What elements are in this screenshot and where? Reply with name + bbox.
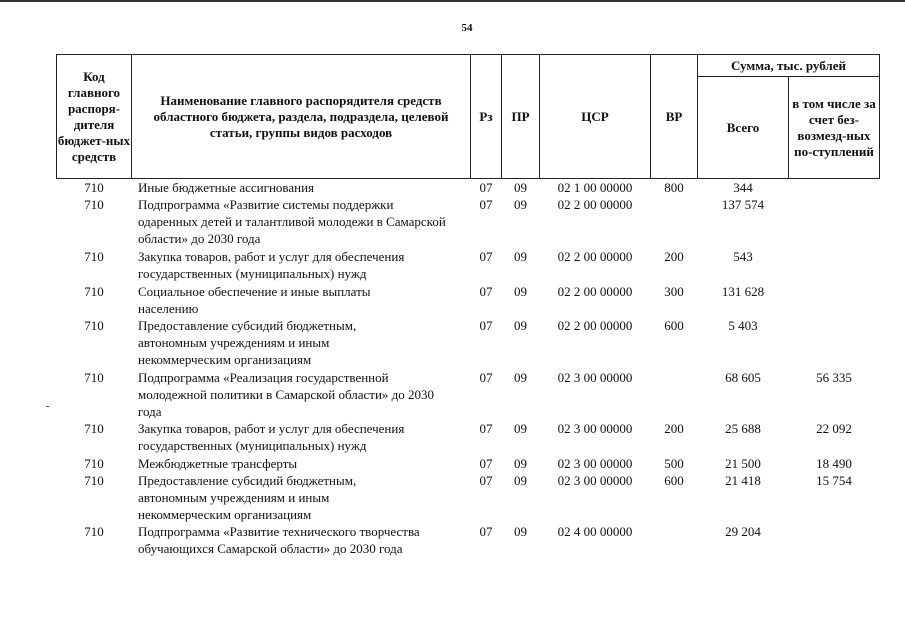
- page-top-border: [0, 0, 905, 2]
- header-total: [698, 77, 788, 178]
- cell-vr: 800: [664, 180, 684, 195]
- header-name: [134, 55, 468, 178]
- cell-code: 710: [84, 370, 104, 385]
- header-csr-text: ЦСР: [581, 108, 609, 124]
- cell-rz: 07: [479, 197, 493, 212]
- cell-pr: 09: [514, 370, 527, 385]
- cell-total: 137 574: [721, 197, 765, 212]
- cell-pr: 09: [514, 456, 527, 471]
- cell-code: 710: [84, 524, 104, 539]
- header-total-text: Всего: [726, 119, 760, 135]
- cell-total: 131 628: [721, 284, 765, 299]
- header-pr: [502, 55, 539, 178]
- cell-code: 710: [84, 180, 104, 195]
- header-sum-text: Сумма, тыс. рублей: [731, 57, 846, 73]
- cell-pr: 09: [514, 473, 527, 488]
- header-divider: [788, 76, 789, 179]
- cell-pr: 09: [514, 197, 527, 212]
- cell-code: 710: [84, 249, 104, 264]
- cell-total: 344: [733, 180, 753, 195]
- cell-csr: 02 3 00 00000: [557, 370, 633, 385]
- cell-rz: 07: [479, 249, 493, 264]
- cell-code: 710: [84, 318, 104, 333]
- header-rz: [471, 55, 501, 178]
- header-code-text: Код главного распоря-дителя бюджет-ных средств: [57, 68, 131, 164]
- cell-code: 710: [84, 456, 104, 471]
- cell-rz: 07: [479, 180, 493, 195]
- header-divider: [131, 54, 132, 179]
- header-divider: [879, 54, 880, 179]
- cell-pr: 09: [514, 249, 527, 264]
- cell-rz: 07: [479, 370, 493, 385]
- scan-mark: [46, 406, 49, 407]
- header-incl-text: в том числе за счет без-возмезд-ных по-ступлений: [792, 95, 876, 159]
- cell-vr: 300: [664, 284, 684, 299]
- cell-csr: 02 2 00 00000: [557, 249, 633, 264]
- cell-name: Подпрограмма «Реализация государственной молодежной политики в Самарской области» до 2030 года: [138, 370, 435, 419]
- cell-csr: 02 3 00 00000: [557, 421, 633, 436]
- cell-pr: 09: [514, 180, 527, 195]
- header-incl: [792, 77, 876, 178]
- cell-csr: 02 3 00 00000: [557, 456, 633, 471]
- cell-pr: 09: [514, 318, 527, 333]
- cell-code: 710: [84, 421, 104, 436]
- cell-name: Социальное обеспечение и иные выплаты населению: [138, 284, 371, 316]
- cell-rz: 07: [479, 318, 493, 333]
- header-bottom-line: [56, 178, 880, 179]
- header-code: [57, 55, 131, 178]
- cell-total: 29 204: [725, 524, 761, 539]
- cell-total: 5 403: [728, 318, 758, 333]
- cell-total: 68 605: [725, 370, 761, 385]
- cell-code: 710: [84, 197, 104, 212]
- cell-name: Подпрограмма «Развитие технического творчества обучающихся Самарской области» до 2030 года: [138, 524, 420, 556]
- cell-name: Иные бюджетные ассигнования: [138, 180, 315, 195]
- cell-incl: 18 490: [816, 456, 852, 471]
- cell-csr: 02 2 00 00000: [557, 197, 633, 212]
- cell-incl: 22 092: [816, 421, 852, 436]
- cell-csr: 02 1 00 00000: [557, 180, 633, 195]
- cell-name: Межбюджетные трансферты: [138, 456, 298, 471]
- cell-pr: 09: [514, 284, 527, 299]
- cell-code: 710: [84, 284, 104, 299]
- cell-total: 21 418: [725, 473, 761, 488]
- cell-name: Предоставление субсидий бюджетным, автономным учреждениям и иным некоммерческим организациям: [138, 318, 357, 367]
- cell-csr: 02 4 00 00000: [557, 524, 633, 539]
- cell-rz: 07: [479, 456, 493, 471]
- header-name-text: Наименование главного распорядителя средств областного бюджета, раздела, подраздела, целевой статьи, группы видов расходов: [153, 92, 449, 140]
- cell-vr: 600: [664, 318, 684, 333]
- cell-incl: 56 335: [816, 370, 852, 385]
- cell-total: 25 688: [725, 421, 761, 436]
- page-number: 54: [461, 22, 473, 34]
- header-rz-text: Рз: [479, 108, 493, 124]
- cell-code: 710: [84, 473, 104, 488]
- cell-csr: 02 3 00 00000: [557, 473, 633, 488]
- header-pr-text: ПР: [511, 108, 530, 124]
- cell-vr: 600: [664, 473, 684, 488]
- cell-csr: 02 2 00 00000: [557, 284, 633, 299]
- cell-total: 543: [733, 249, 753, 264]
- cell-name: Подпрограмма «Развитие системы поддержки одаренных детей и талантливой молодежи в Самарской области» до 2030 года: [138, 197, 446, 246]
- header-csr: [540, 55, 650, 178]
- cell-incl: 15 754: [816, 473, 852, 488]
- cell-pr: 09: [514, 421, 527, 436]
- cell-vr: 500: [664, 456, 684, 471]
- cell-rz: 07: [479, 284, 493, 299]
- cell-pr: 09: [514, 524, 527, 539]
- cell-csr: 02 2 00 00000: [557, 318, 633, 333]
- header-sum: [698, 55, 879, 76]
- cell-name: Предоставление субсидий бюджетным, автономным учреждениям и иным некоммерческим организациям: [138, 473, 357, 522]
- cell-rz: 07: [479, 473, 493, 488]
- cell-vr: 200: [664, 249, 684, 264]
- header-vr: [651, 55, 697, 178]
- cell-name: Закупка товаров, работ и услуг для обеспечения государственных (муниципальных) нужд: [138, 249, 405, 281]
- cell-vr: 200: [664, 421, 684, 436]
- header-vr-text: ВР: [665, 108, 683, 124]
- cell-name: Закупка товаров, работ и услуг для обеспечения государственных (муниципальных) нужд: [138, 421, 405, 453]
- cell-rz: 07: [479, 421, 493, 436]
- cell-total: 21 500: [725, 456, 761, 471]
- cell-rz: 07: [479, 524, 493, 539]
